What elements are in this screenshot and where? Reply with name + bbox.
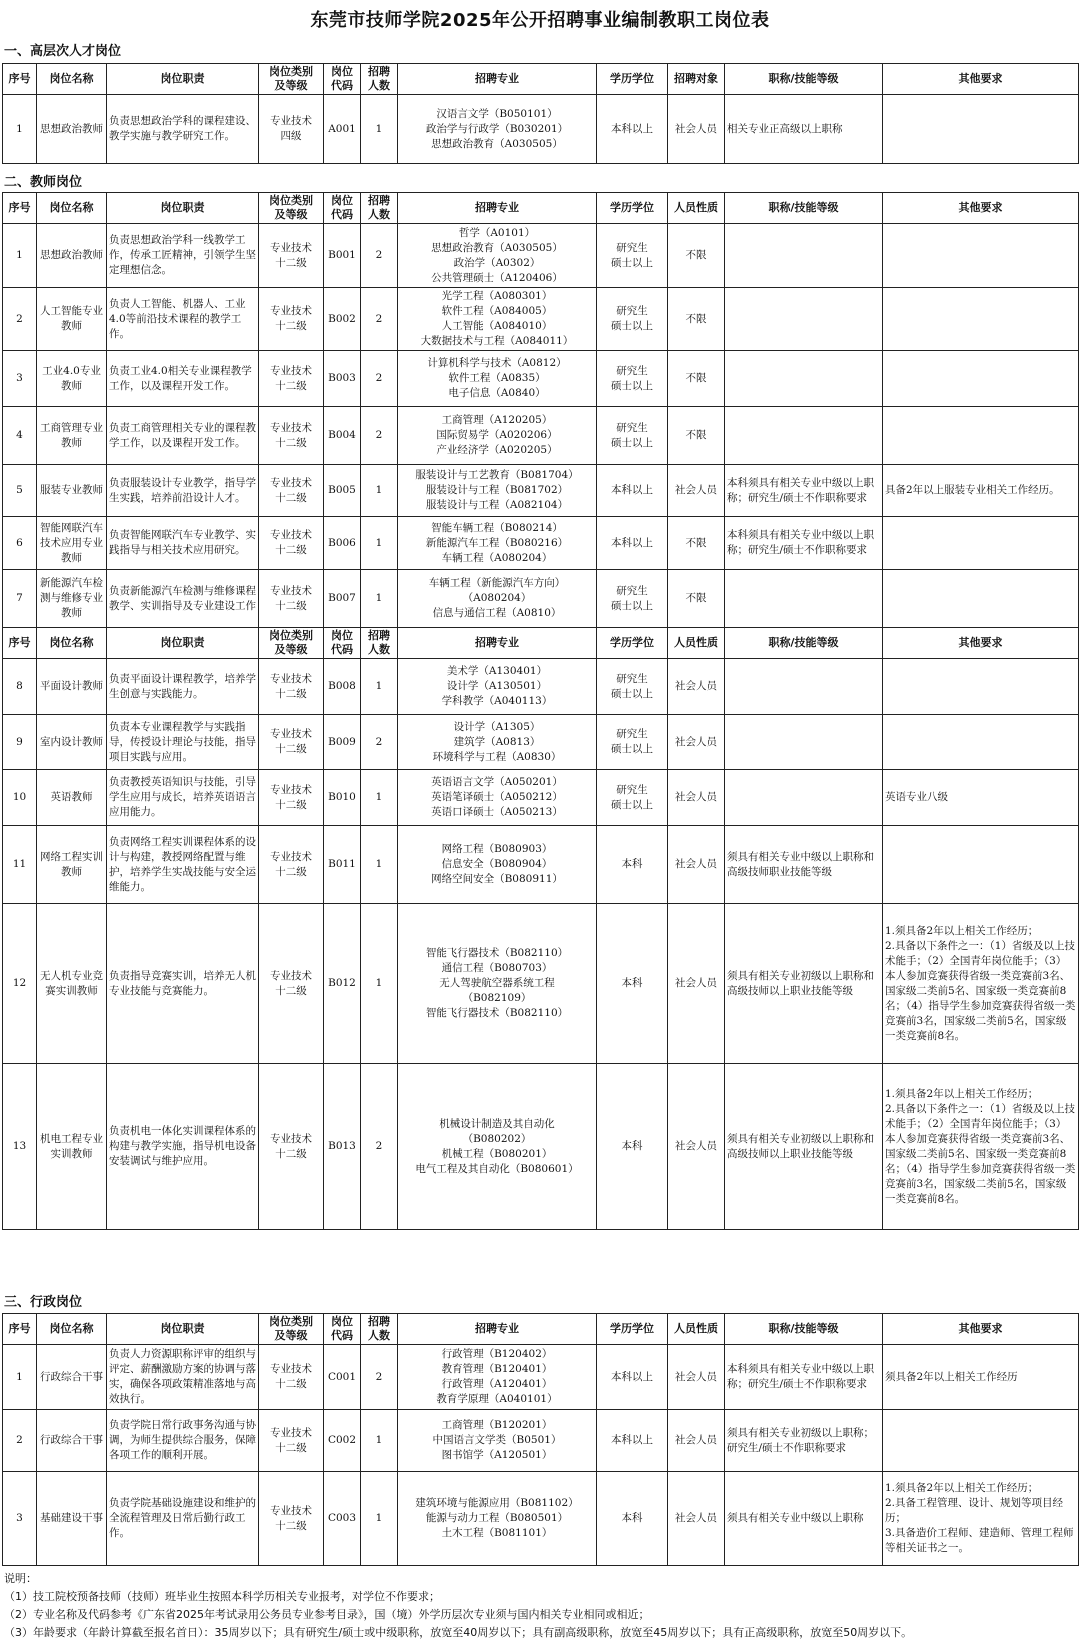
cell-education: 本科 xyxy=(597,826,668,904)
header-cell: 岗位职责 xyxy=(107,193,259,224)
header-row xyxy=(3,628,1079,659)
cell-title-level xyxy=(725,407,883,465)
cell-major: 机械设计制造及其自动化 （B080202） 机械工程（B080201） 电气工程及其自动化（B080601） xyxy=(398,1064,597,1230)
cell-target: 社会人员 xyxy=(668,1064,725,1230)
header-cell: 招聘 人数 xyxy=(361,64,398,95)
table-row xyxy=(3,770,1079,826)
table-row xyxy=(3,826,1079,904)
cell-category: 专业技术 十二级 xyxy=(259,770,324,826)
page-title: 东莞市技师学院2025年公开招聘事业编制教职工岗位表 xyxy=(310,10,770,31)
table-row xyxy=(3,517,1079,570)
cell-seq: 13 xyxy=(3,1064,37,1230)
cell-count: 2 xyxy=(361,715,398,770)
header-cell: 其他要求 xyxy=(883,1314,1079,1345)
cell-duty: 负责学院日常行政事务沟通与协调，为师生提供综合服务，保障各项工作的顺利开展。 xyxy=(107,1410,259,1472)
header-cell: 人员性质 xyxy=(668,628,725,659)
cell-title-level: 本科须具有相关专业中级以上职称；研究生/硕士不作职称要求 xyxy=(725,465,883,517)
cell-duty: 负责本专业课程教学与实践指导，传授设计理论与技能，指导项目实践与应用。 xyxy=(107,715,259,770)
cell-duty: 负责思想政治学科一线教学工作，传承工匠精神，引领学生坚定理想信念。 xyxy=(107,224,259,288)
cell-education: 研究生 硕士以上 xyxy=(597,570,668,628)
header-cell: 人员性质 xyxy=(668,1314,725,1345)
cell-major: 设计学（A1305） 建筑学（A0813） 环境科学与工程（A0830） xyxy=(398,715,597,770)
cell-title-level: 须具有相关专业中级以上职称和高级技师职业技能等级 xyxy=(725,826,883,904)
cell-other xyxy=(883,95,1079,164)
header-cell: 岗位 代码 xyxy=(324,1314,361,1345)
note-item: （1）技工院校预备技师（技师）班毕业生按照本科学历相关专业报考，对学位不作要求； xyxy=(4,1590,440,1603)
cell-education: 本科以上 xyxy=(597,465,668,517)
cell-code: C001 xyxy=(324,1345,361,1410)
cell-seq: 3 xyxy=(3,351,37,407)
cell-post-name: 服装专业教师 xyxy=(37,465,107,517)
section-heading-senior: 一、高层次人才岗位 xyxy=(4,44,122,59)
header-row xyxy=(3,193,1079,224)
cell-category: 专业技术 十二级 xyxy=(259,224,324,288)
table-senior-posts xyxy=(2,63,1079,164)
cell-category: 专业技术 十二级 xyxy=(259,1345,324,1410)
cell-target: 不限 xyxy=(668,570,725,628)
header-cell: 职称/技能等级 xyxy=(725,1314,883,1345)
cell-seq: 12 xyxy=(3,904,37,1064)
cell-code: B001 xyxy=(324,224,361,288)
header-cell: 岗位名称 xyxy=(37,193,107,224)
header-cell: 人员性质 xyxy=(668,193,725,224)
section-heading-teacher: 二、教师岗位 xyxy=(4,175,83,190)
cell-education: 本科以上 xyxy=(597,1345,668,1410)
header-cell: 招聘专业 xyxy=(398,1314,597,1345)
cell-category: 专业技术 十二级 xyxy=(259,465,324,517)
cell-duty: 负责平面设计课程教学，培养学生创意与实践能力。 xyxy=(107,659,259,715)
cell-post-name: 机电工程专业实训教师 xyxy=(37,1064,107,1230)
table-row xyxy=(3,1472,1079,1566)
cell-code: B013 xyxy=(324,1064,361,1230)
cell-seq: 6 xyxy=(3,517,37,570)
cell-post-name: 智能网联汽车技术应用专业教师 xyxy=(37,517,107,570)
cell-post-name: 思想政治教师 xyxy=(37,224,107,288)
header-cell: 序号 xyxy=(3,1314,37,1345)
header-cell: 招聘 人数 xyxy=(361,193,398,224)
cell-duty: 负责人工智能、机器人、工业4.0等前沿技术课程的教学工作。 xyxy=(107,288,259,351)
table-row xyxy=(3,1345,1079,1410)
section-heading-admin: 三、行政岗位 xyxy=(4,1295,83,1310)
header-cell: 学历学位 xyxy=(597,1314,668,1345)
cell-title-level xyxy=(725,659,883,715)
header-row xyxy=(3,64,1079,95)
cell-post-name: 基础建设干事 xyxy=(37,1472,107,1566)
cell-seq: 8 xyxy=(3,659,37,715)
cell-duty: 负责人力资源职称评审的组织与评定、薪酬激励方案的协调与落实，确保各项政策精准落地与高效执行。 xyxy=(107,1345,259,1410)
table-row xyxy=(3,407,1079,465)
cell-duty: 负责工业4.0相关专业课程教学工作，以及课程开发工作。 xyxy=(107,351,259,407)
header-cell: 序号 xyxy=(3,64,37,95)
cell-seq: 9 xyxy=(3,715,37,770)
cell-code: C002 xyxy=(324,1410,361,1472)
cell-target: 社会人员 xyxy=(668,1410,725,1472)
header-cell: 其他要求 xyxy=(883,193,1079,224)
cell-count: 2 xyxy=(361,351,398,407)
cell-target: 社会人员 xyxy=(668,904,725,1064)
cell-education: 研究生 硕士以上 xyxy=(597,715,668,770)
cell-count: 1 xyxy=(361,659,398,715)
cell-count: 2 xyxy=(361,224,398,288)
cell-education: 本科 xyxy=(597,1064,668,1230)
cell-major: 建筑环境与能源应用（B081102） 能源与动力工程（B080501） 土木工程（B081101） xyxy=(398,1472,597,1566)
cell-title-level xyxy=(725,770,883,826)
cell-target: 社会人员 xyxy=(668,826,725,904)
cell-code: C003 xyxy=(324,1472,361,1566)
cell-education: 本科以上 xyxy=(597,95,668,164)
cell-count: 1 xyxy=(361,904,398,1064)
cell-post-name: 平面设计教师 xyxy=(37,659,107,715)
cell-post-name: 英语教师 xyxy=(37,770,107,826)
header-cell: 序号 xyxy=(3,628,37,659)
cell-post-name: 人工智能专业教师 xyxy=(37,288,107,351)
cell-other xyxy=(883,826,1079,904)
cell-title-level xyxy=(725,351,883,407)
header-cell: 岗位名称 xyxy=(37,64,107,95)
cell-major: 车辆工程（新能源汽车方向） （A080204） 信息与通信工程（A0810） xyxy=(398,570,597,628)
notes-label: 说明： xyxy=(4,1572,37,1585)
cell-seq: 10 xyxy=(3,770,37,826)
header-cell: 岗位类别 及等级 xyxy=(259,193,324,224)
cell-category: 专业技术 十二级 xyxy=(259,407,324,465)
table-row xyxy=(3,224,1079,288)
cell-other: 英语专业八级 xyxy=(883,770,1079,826)
cell-major: 光学工程（A080301） 软件工程（A084005） 人工智能（A084010） 大数据技术与工程（A084011） xyxy=(398,288,597,351)
table-row xyxy=(3,715,1079,770)
cell-title-level: 须具有相关专业初级以上职称和高级技师以上职业技能等级 xyxy=(725,904,883,1064)
header-cell: 序号 xyxy=(3,193,37,224)
cell-target: 不限 xyxy=(668,351,725,407)
cell-other xyxy=(883,351,1079,407)
header-cell: 其他要求 xyxy=(883,64,1079,95)
cell-education: 本科 xyxy=(597,1472,668,1566)
cell-seq: 1 xyxy=(3,1345,37,1410)
cell-title-level: 须具有相关专业初级以上职称和高级技师以上职业技能等级 xyxy=(725,1064,883,1230)
cell-target: 不限 xyxy=(668,407,725,465)
cell-count: 2 xyxy=(361,407,398,465)
cell-title-level: 须具有相关专业初级以上职称；研究生/硕士不作职称要求 xyxy=(725,1410,883,1472)
cell-duty: 负责智能网联汽车专业教学、实践指导与相关技术应用研究。 xyxy=(107,517,259,570)
cell-major: 英语语言文学（A050201） 英语笔译硕士（A050212） 英语口译硕士（A050213） xyxy=(398,770,597,826)
cell-code: B003 xyxy=(324,351,361,407)
cell-target: 社会人员 xyxy=(668,770,725,826)
cell-seq: 1 xyxy=(3,224,37,288)
header-cell: 岗位类别 及等级 xyxy=(259,628,324,659)
table-row xyxy=(3,659,1079,715)
cell-seq: 11 xyxy=(3,826,37,904)
cell-title-level xyxy=(725,570,883,628)
cell-category: 专业技术 十二级 xyxy=(259,351,324,407)
cell-code: B004 xyxy=(324,407,361,465)
cell-education: 研究生 硕士以上 xyxy=(597,659,668,715)
cell-count: 1 xyxy=(361,1410,398,1472)
cell-target: 不限 xyxy=(668,517,725,570)
cell-education: 研究生 硕士以上 xyxy=(597,224,668,288)
table-row xyxy=(3,95,1079,164)
cell-code: B010 xyxy=(324,770,361,826)
table-row xyxy=(3,465,1079,517)
cell-duty: 负责指导竞赛实训，培养无人机专业技能与竞赛能力。 xyxy=(107,904,259,1064)
cell-target: 不限 xyxy=(668,288,725,351)
cell-duty: 负责网络工程实训课程体系的设计与构建，教授网络配置与维护，培养学生实战技能与安全运维能力。 xyxy=(107,826,259,904)
header-cell: 岗位 代码 xyxy=(324,64,361,95)
cell-major: 工商管理（B120201） 中国语言文学类（B0501） 图书馆学（A120501） xyxy=(398,1410,597,1472)
cell-education: 研究生 硕士以上 xyxy=(597,351,668,407)
header-cell: 职称/技能等级 xyxy=(725,64,883,95)
cell-title-level xyxy=(725,224,883,288)
cell-category: 专业技术 十二级 xyxy=(259,826,324,904)
cell-post-name: 行政综合干事 xyxy=(37,1345,107,1410)
cell-code: B012 xyxy=(324,904,361,1064)
cell-seq: 2 xyxy=(3,1410,37,1472)
cell-other xyxy=(883,1410,1079,1472)
header-cell: 职称/技能等级 xyxy=(725,628,883,659)
cell-other: 须具备2年以上相关工作经历 xyxy=(883,1345,1079,1410)
cell-target: 社会人员 xyxy=(668,465,725,517)
cell-count: 1 xyxy=(361,465,398,517)
cell-other xyxy=(883,570,1079,628)
cell-post-name: 无人机专业竞赛实训教师 xyxy=(37,904,107,1064)
cell-code: B009 xyxy=(324,715,361,770)
cell-seq: 5 xyxy=(3,465,37,517)
cell-target: 社会人员 xyxy=(668,659,725,715)
cell-title-level: 须具有相关专业中级以上职称 xyxy=(725,1472,883,1566)
cell-major: 计算机科学与技术（A0812） 软件工程（A0835） 电子信息（A0840） xyxy=(398,351,597,407)
cell-target: 不限 xyxy=(668,224,725,288)
header-cell: 招聘专业 xyxy=(398,64,597,95)
cell-major: 智能车辆工程（B080214） 新能源汽车工程（B080216） 车辆工程（A080204） xyxy=(398,517,597,570)
header-cell: 岗位 代码 xyxy=(324,628,361,659)
cell-major: 网络工程（B080903） 信息安全（B080904） 网络空间安全（B080911） xyxy=(398,826,597,904)
cell-category: 专业技术 四级 xyxy=(259,95,324,164)
cell-post-name: 工商管理专业教师 xyxy=(37,407,107,465)
cell-count: 2 xyxy=(361,1345,398,1410)
header-cell: 招聘专业 xyxy=(398,193,597,224)
header-cell: 岗位职责 xyxy=(107,64,259,95)
cell-other: 1.须具备2年以上相关工作经历； 2.具备以下条件之一：（1）省级及以上技术能手；（2）全国青年岗位能手；（3）本人参加竞赛获得省级一类竞赛前3名、国家级二类前5名、国家级一类竞赛前8名；（4）指导学生参加竞赛获得省级一类竞赛前3名，国家级二类前5名，国家级一类竞赛前8名。 xyxy=(883,904,1079,1064)
cell-count: 1 xyxy=(361,770,398,826)
cell-count: 1 xyxy=(361,95,398,164)
cell-major: 哲学（A0101） 思想政治教育（A030505） 政治学（A0302） 公共管理硕士（A120406） xyxy=(398,224,597,288)
header-cell: 招聘 人数 xyxy=(361,628,398,659)
cell-other: 1.须具备2年以上相关工作经历； 2.具备工程管理、设计、规划等项目经历； 3.具备造价工程师、建造师、管理工程师等相关证书之一。 xyxy=(883,1472,1079,1566)
cell-duty: 负责机电一体化实训课程体系的构建与教学实施，指导机电设备安装调试与维护应用。 xyxy=(107,1064,259,1230)
cell-code: B005 xyxy=(324,465,361,517)
cell-post-name: 网络工程实训教师 xyxy=(37,826,107,904)
cell-education: 研究生 硕士以上 xyxy=(597,770,668,826)
header-cell: 岗位职责 xyxy=(107,628,259,659)
cell-seq: 3 xyxy=(3,1472,37,1566)
header-cell: 岗位职责 xyxy=(107,1314,259,1345)
cell-other xyxy=(883,407,1079,465)
cell-code: B006 xyxy=(324,517,361,570)
header-cell: 职称/技能等级 xyxy=(725,193,883,224)
cell-title-level: 本科须具有相关专业中级以上职称；研究生/硕士不作职称要求 xyxy=(725,517,883,570)
table-row xyxy=(3,904,1079,1064)
cell-major: 行政管理（B120402） 教育管理（B120401） 行政管理（A120401） 教育学原理（A040101） xyxy=(398,1345,597,1410)
cell-duty: 负责新能源汽车检测与维修课程教学、实训指导及专业建设工作 xyxy=(107,570,259,628)
notes xyxy=(4,1570,912,1642)
header-cell: 招聘对象 xyxy=(668,64,725,95)
cell-duty: 负责服装设计专业教学，指导学生实践，培养前沿设计人才。 xyxy=(107,465,259,517)
cell-duty: 负责工商管理相关专业的课程教学工作，以及课程开发工作。 xyxy=(107,407,259,465)
header-cell: 岗位名称 xyxy=(37,628,107,659)
note-item: （2）专业名称及代码参考《广东省2025年考试录用公务员专业参考目录》，国（境）外学历层次专业须与国内相关专业相同或相近； xyxy=(4,1608,650,1621)
cell-category: 专业技术 十二级 xyxy=(259,659,324,715)
cell-category: 专业技术 十二级 xyxy=(259,1410,324,1472)
cell-category: 专业技术 十二级 xyxy=(259,1472,324,1566)
cell-other xyxy=(883,659,1079,715)
cell-category: 专业技术 十二级 xyxy=(259,715,324,770)
cell-education: 研究生 硕士以上 xyxy=(597,407,668,465)
cell-post-name: 新能源汽车检测与维修专业教师 xyxy=(37,570,107,628)
cell-code: B002 xyxy=(324,288,361,351)
table-admin-posts xyxy=(2,1313,1079,1566)
cell-code: B008 xyxy=(324,659,361,715)
cell-count: 1 xyxy=(361,570,398,628)
table-row xyxy=(3,1410,1079,1472)
cell-seq: 7 xyxy=(3,570,37,628)
table-row xyxy=(3,1064,1079,1230)
cell-education: 本科以上 xyxy=(597,517,668,570)
cell-title-level xyxy=(725,715,883,770)
cell-post-name: 思想政治教师 xyxy=(37,95,107,164)
header-row xyxy=(3,1314,1079,1345)
header-cell: 其他要求 xyxy=(883,628,1079,659)
note-item: （3）年龄要求（年龄计算截至报名首日）：35周岁以下；具有研究生/硕士或中级职称，放宽至40周岁以下；具有副高级职称，放宽至45周岁以下；具有正高级职称，放宽至50周岁以下。 xyxy=(4,1626,913,1639)
header-cell: 招聘 人数 xyxy=(361,1314,398,1345)
cell-other xyxy=(883,288,1079,351)
cell-other xyxy=(883,517,1079,570)
header-cell: 学历学位 xyxy=(597,193,668,224)
cell-title-level: 本科须具有相关专业中级以上职称；研究生/硕士不作职称要求 xyxy=(725,1345,883,1410)
cell-title-level: 相关专业正高级以上职称 xyxy=(725,95,883,164)
header-cell: 岗位 代码 xyxy=(324,193,361,224)
cell-major: 工商管理（A120205） 国际贸易学（A020206） 产业经济学（A020205） xyxy=(398,407,597,465)
cell-other: 1.须具备2年以上相关工作经历； 2.具备以下条件之一：（1）省级及以上技术能手；（2）全国青年岗位能手；（3）本人参加竞赛获得省级一类竞赛前3名、国家级二类前5名、国家级一类竞赛前8名；（4）指导学生参加竞赛获得省级一类竞赛前3名，国家级二类前5名，国家级一类竞赛前8名。 xyxy=(883,1064,1079,1230)
cell-seq: 4 xyxy=(3,407,37,465)
cell-category: 专业技术 十二级 xyxy=(259,288,324,351)
header-cell: 岗位类别 及等级 xyxy=(259,64,324,95)
table-row xyxy=(3,351,1079,407)
header-cell: 学历学位 xyxy=(597,628,668,659)
cell-major: 智能飞行器技术（B082110） 通信工程（B080703） 无人驾驶航空器系统工程 （B082109） 智能飞行器技术（B082110） xyxy=(398,904,597,1064)
cell-major: 汉语言文学（B050101） 政治学与行政学（B030201） 思想政治教育（A030505） xyxy=(398,95,597,164)
cell-code: B007 xyxy=(324,570,361,628)
table-row xyxy=(3,288,1079,351)
cell-post-name: 工业4.0专业教师 xyxy=(37,351,107,407)
cell-duty: 负责思想政治学科的课程建设、教学实施与教学研究工作。 xyxy=(107,95,259,164)
cell-code: B011 xyxy=(324,826,361,904)
cell-post-name: 行政综合干事 xyxy=(37,1410,107,1472)
cell-education: 本科以上 xyxy=(597,1410,668,1472)
cell-major: 服装设计与工艺教育（B081704） 服装设计与工程（B081702） 服装设计与工程（A082104） xyxy=(398,465,597,517)
table-teacher-posts xyxy=(2,192,1079,1230)
cell-other xyxy=(883,715,1079,770)
cell-count: 1 xyxy=(361,1472,398,1566)
cell-count: 1 xyxy=(361,826,398,904)
cell-target: 社会人员 xyxy=(668,715,725,770)
cell-category: 专业技术 十二级 xyxy=(259,904,324,1064)
cell-post-name: 室内设计教师 xyxy=(37,715,107,770)
cell-seq: 1 xyxy=(3,95,37,164)
cell-education: 研究生 硕士以上 xyxy=(597,288,668,351)
cell-count: 2 xyxy=(361,1064,398,1230)
cell-category: 专业技术 十二级 xyxy=(259,1064,324,1230)
cell-target: 社会人员 xyxy=(668,1345,725,1410)
cell-duty: 负责教授英语知识与技能，引导学生应用与成长，培养英语语言应用能力。 xyxy=(107,770,259,826)
cell-title-level xyxy=(725,288,883,351)
cell-count: 1 xyxy=(361,517,398,570)
cell-count: 2 xyxy=(361,288,398,351)
header-cell: 岗位类别 及等级 xyxy=(259,1314,324,1345)
cell-seq: 2 xyxy=(3,288,37,351)
cell-major: 美术学（A130401） 设计学（A130501） 学科教学（A040113） xyxy=(398,659,597,715)
table-row xyxy=(3,570,1079,628)
header-cell: 岗位名称 xyxy=(37,1314,107,1345)
cell-category: 专业技术 十二级 xyxy=(259,570,324,628)
header-cell: 学历学位 xyxy=(597,64,668,95)
cell-other: 具备2年以上服装专业相关工作经历。 xyxy=(883,465,1079,517)
cell-education: 本科 xyxy=(597,904,668,1064)
cell-target: 社会人员 xyxy=(668,1472,725,1566)
cell-category: 专业技术 十二级 xyxy=(259,517,324,570)
cell-code: A001 xyxy=(324,95,361,164)
cell-duty: 负责学院基础设施建设和维护的全流程管理及日常后勤行政工作。 xyxy=(107,1472,259,1566)
header-cell: 招聘专业 xyxy=(398,628,597,659)
cell-other xyxy=(883,224,1079,288)
cell-target: 社会人员 xyxy=(668,95,725,164)
